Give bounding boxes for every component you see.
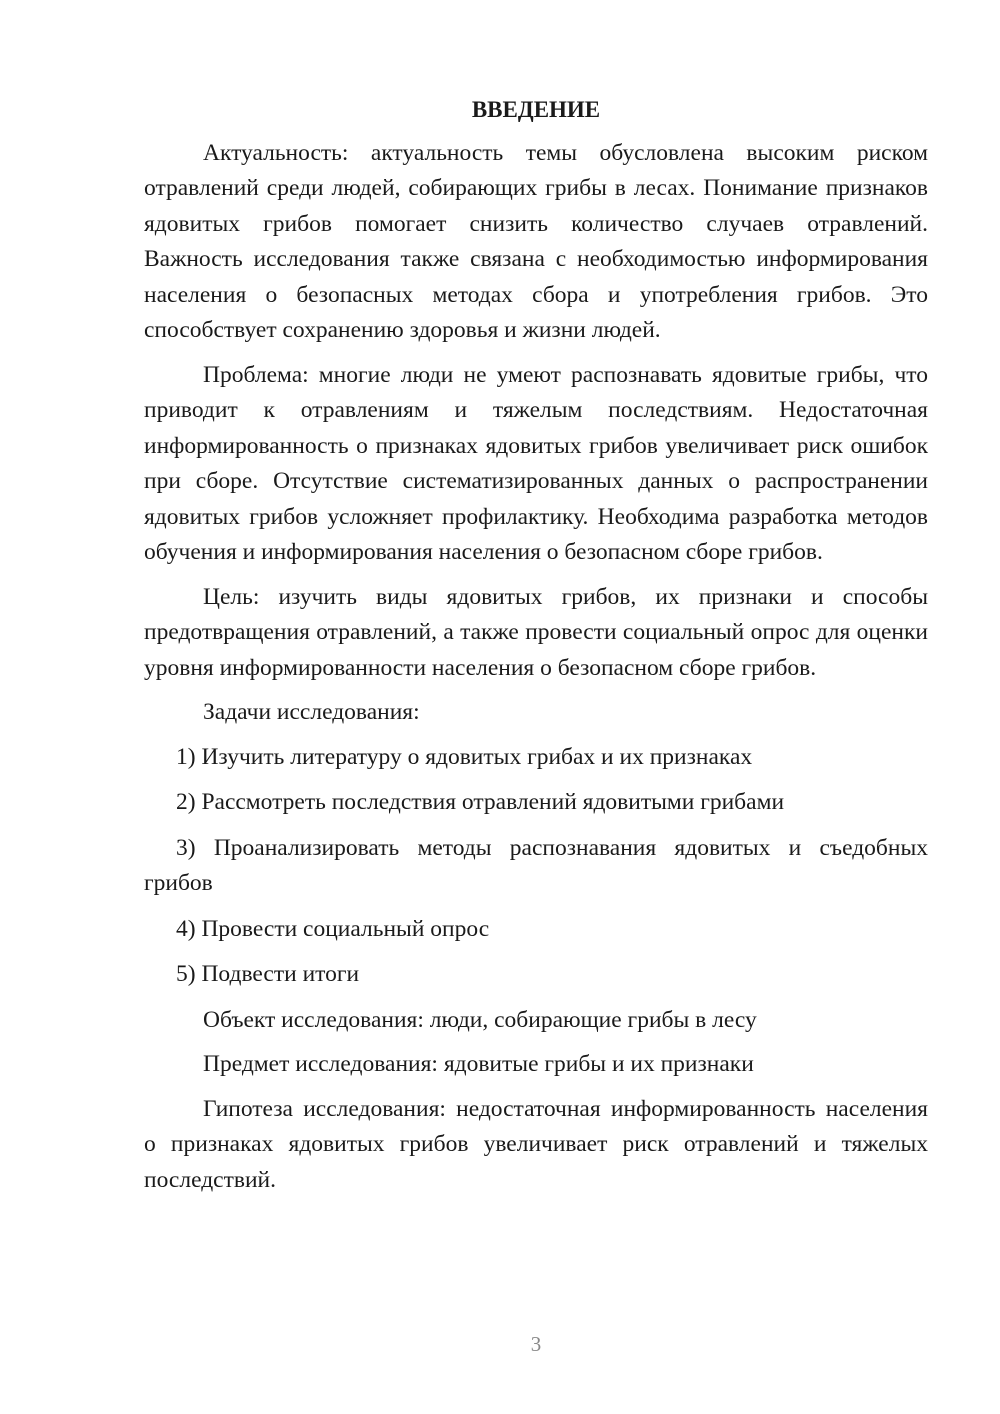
tasks-heading: Задачи исследования: [203,699,420,725]
object-paragraph: Объект исследования: люди, собирающие грибы в лесу [203,1006,757,1033]
page-title: ВВЕДЕНИЕ [471,97,601,122]
page-content [144,92,928,1207]
hypothesis-paragraph: Гипотеза исследования: недостаточная информированность населения о признаках ядовитых грибов увеличивает риск отравлений и тяжелых последствий. [144,1095,928,1193]
task-item: 2) Рассмотреть последствия отравлений ядовитыми грибами [176,789,785,815]
task-item: 3) Проанализировать методы распознавания ядовитых и съедобных грибов [144,834,928,896]
relevance-paragraph: Актуальность: актуальность темы обусловлена высоким риском отравлений среди людей, собирающих грибы в лесах. Понимание признаков ядовитых грибов помогает снизить количество случаев отравлений. Важность исследования также связана с необходимостью информирования населения о безопасных методах сбора и употребления грибов. Это способствует сохранению здоровья и жизни людей. [144,139,928,343]
task-item: 4) Провести социальный опрос [176,915,490,942]
page-number: 3 [530,1332,542,1356]
subject-paragraph: Предмет исследования: ядовитые грибы и их признаки [203,1051,754,1077]
problem-paragraph: Проблема: многие люди не умеют распознавать ядовитые грибы, что приводит к отравлениям и тяжелым последствиям. Недостаточная информированность о признаках ядовитых грибов увеличивает риск ошибок при сборе. Отсутствие систематизированных данных о распространении ядовитых грибов усложняет профилактику. Необходима разработка методов обучения и информирования населения о безопасном сборе грибов. [144,361,928,565]
task-item: 5) Подвести итоги [176,961,360,987]
task-item: 1) Изучить литературу о ядовитых грибах и их признаках [176,743,753,770]
tasks-list [144,740,928,993]
goal-paragraph: Цель: изучить виды ядовитых грибов, их признаки и способы предотвращения отравлений, а также провести социальный опрос для оценки уровня информированности населения о безопасном сборе грибов. [144,583,928,681]
